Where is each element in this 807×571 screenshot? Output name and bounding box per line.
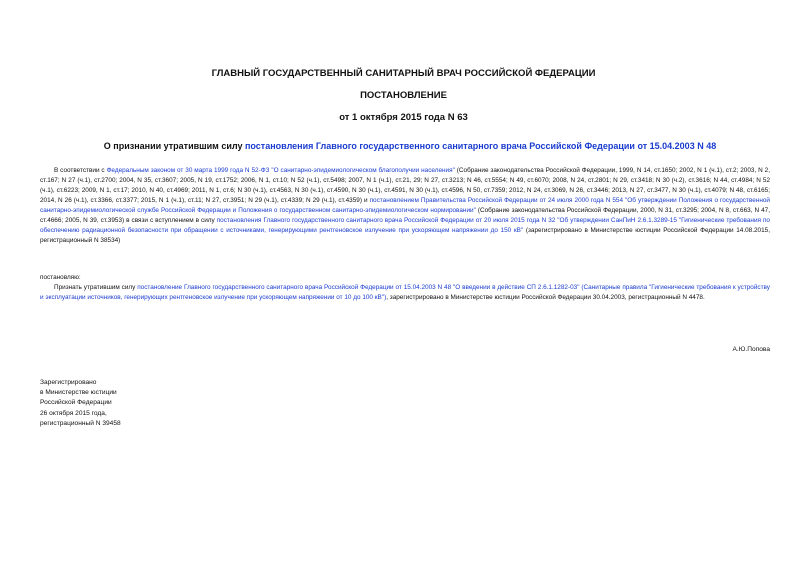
preamble-text-3: (Собрание законодательства Российской Федерации, 2000, N 31, ст.3295; 2004, N 8, ст.663, N 47, ст.4666; 2005, N 39, ст.3953) в связи с вступлением в силу [40, 207, 770, 224]
title-link[interactable]: постановления Главного государственного санитарного врача Российской Федерации от 15.04.2003 N 48 [244, 141, 717, 151]
registration-line: Зарегистрировано [40, 379, 97, 386]
sanpin-resolution-link[interactable]: постановления Главного государственного санитарного врача Российской Федерации от 20 июля 2015 года N 32 "Об утверждении СанПиН 2.6.1.3289-15 "Гигиенические требования по обеспечению радиационной безопасности при обращении с источниками, генерирующими рентгеновское излучение при ускоряющем напряжении до 150 кВ" [40, 217, 770, 234]
preamble-paragraph [40, 166, 770, 246]
preamble-text-1: В соответствии с [54, 167, 107, 174]
title-prefix: О признании утратившим силу [103, 141, 245, 151]
operative-paragraph [40, 283, 770, 303]
document-title [100, 141, 720, 151]
registration-block [40, 378, 121, 429]
signature-name: А.Ю.Попова [732, 346, 770, 353]
decree-word: постановляю: [40, 274, 81, 281]
operative-text-2: , зарегистрировано в Министерстве юстиции Российской Федерации 30.04.2003, регистрационный N 4478. [386, 294, 705, 301]
federal-law-link[interactable]: Федеральным законом от 30 марта 1999 года N 52-ФЗ "О санитарно-эпидемиологическом благополучии населения" [106, 167, 455, 174]
document-type-heading: ПОСТАНОВЛЕНИЕ [360, 90, 447, 101]
registration-line: Российской Федерации [40, 399, 112, 407]
preamble-text-4: (зарегистрировано в Министерстве юстиции Российской Федерации 14.08.2015, регистрационный N 38534) [40, 227, 770, 244]
registration-line: в Министерстве юстиции [40, 389, 117, 397]
government-resolution-link[interactable]: постановлением Правительства Российской Федерации от 24 июля 2000 года N 554 "Об утверждении Положения о государственной санитарно-эпидемиологической службе Российской Федерации и Положения о государственном санитарно-эпидемиологическом нормировании" [40, 197, 770, 214]
document-date-heading: от 1 октября 2015 года N 63 [339, 112, 468, 123]
repealed-resolution-link[interactable]: постановление Главного государственного санитарного врача Российской Федерации от 15.04.2003 N 48 "О введении в действие СП 2.6.1.1282-03" (Санитарные правила "Гигиенические требования к устройству и эксплуатации источников, генерирующих рентгеновское излучение при ускоряющем напряжении от 10 до 100 кВ") [40, 284, 771, 301]
registration-line: 26 октября 2015 года, [40, 409, 107, 417]
registration-line: регистрационный N 39458 [40, 419, 121, 427]
issuer-heading: ГЛАВНЫЙ ГОСУДАРСТВЕННЫЙ САНИТАРНЫЙ ВРАЧ РОССИЙСКОЙ ФЕДЕРАЦИИ [211, 68, 596, 79]
operative-text-1: Признать утратившим силу [54, 284, 138, 291]
preamble-text-2: (Собрание законодательства Российской Федерации, 1999, N 14, ст.1650; 2002, N 1 (ч.1), ст.2; 2003, N 2, ст.167; N 27 (ч.1), ст.2700; 2004, N 35, ст.3607; 2005, N 19, ст.1752; 2006, N 1, ст.10; N 52 (ч.1), ст.5498; 2007, N 1 (ч.1), ст.21, 29; N 27, ст.3213; N 46, ст.5554; N 49, ст.6070; 2008, N 24, ст.2801; N 29, ст.3418; N 30 (ч.2), ст.3616; N 44, ст.4984; N 52 (ч.1), ст.6223; 2009, N 1, ст.17; 2010, N 40, ст.4969; 2011, N 1, ст.6; N 30 (ч.1), ст.4563, N 30 (ч.1), ст.4590, N 30 (ч.1), ст.4591, N 30 (ч.1), ст.4596, N 50, ст.7359; 2012, N 24, ст.3069, N 26, ст.3446; 2013, N 27, ст.3477, N 30 (ч.1), ст.4079; N 48, ст.6165; 2014, N 26 (ч.1), ст.3366, ст.3377; 2015, N 1 (ч.1), ст.11; N 27, ст.3951; N 29 (ч.1), ст.4339; N 29 (ч.1), ст.4359) и [40, 167, 770, 204]
